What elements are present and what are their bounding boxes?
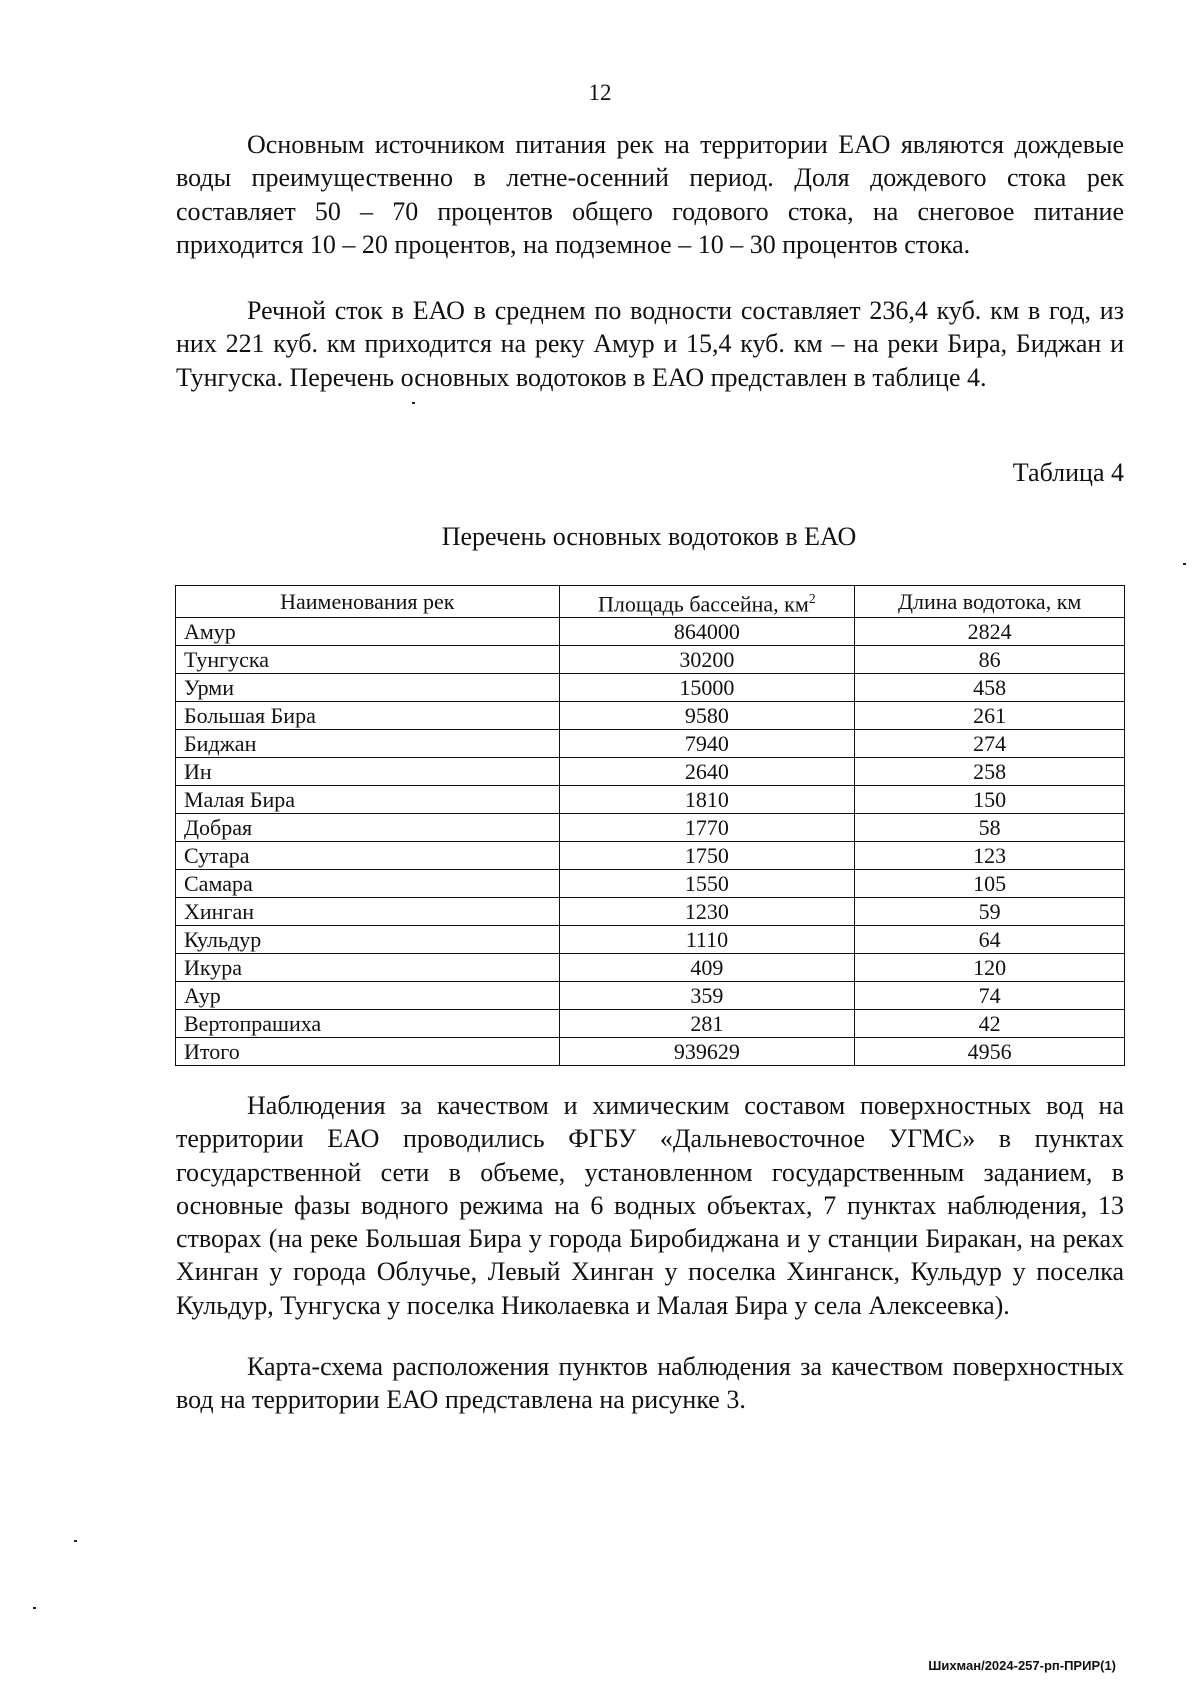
- river-name-cell: Ин: [176, 758, 560, 786]
- paragraph-water-quality-observations: Наблюдения за качеством и химическим составом поверхностных вод на территории ЕАО проводились ФГБУ «Дальневосточное УГМС» в пунктах государственной сети в объеме, установленном государственным заданием, в основные фазы водного режима на 6 водных объектах, 7 пунктах наблюдения, 13 створах (на реке Большая Бира у города Биробиджана и у станции Биракан, на реках Хинган у города Облучье, Левый Хинган у поселка Хинганск, Кульдур у поселка Кульдур, Тунгуска у поселка Николаевка и Малая Бира у села Алексеевка).: [176, 1091, 1124, 1320]
- river-name-cell: Добрая: [176, 814, 560, 842]
- stream-length-cell: 123: [855, 842, 1125, 870]
- paragraph-river-runoff: Речной сток в ЕАО в среднем по водности составляет 236,4 куб. км в год, из них 221 куб. км приходится на реку Амур и 15,4 куб. км – на реки Бира, Биджан и Тунгуска. Перечень основных водотоков в ЕАО представлен в таблице 4.: [176, 296, 1124, 392]
- river-name-cell: Большая Бира: [176, 702, 560, 730]
- table-row: [176, 842, 1125, 870]
- header-basin-area: [559, 586, 855, 618]
- basin-area-cell: 2640: [559, 758, 855, 786]
- river-name-cell: Биджан: [176, 730, 560, 758]
- table-row: [176, 618, 1125, 646]
- basin-area-cell: 409: [559, 954, 855, 982]
- table-row: [176, 982, 1125, 1010]
- scan-speck: [74, 1540, 77, 1542]
- stream-length-cell: 42: [855, 1010, 1125, 1038]
- stream-length-cell: 64: [855, 926, 1125, 954]
- basin-area-cell: 7940: [559, 730, 855, 758]
- basin-area-cell: 359: [559, 982, 855, 1010]
- stream-length-cell: 261: [855, 702, 1125, 730]
- table-row: [176, 646, 1125, 674]
- basin-area-cell: 864000: [559, 618, 855, 646]
- basin-area-cell: 1770: [559, 814, 855, 842]
- river-name-cell: Малая Бира: [176, 786, 560, 814]
- scan-speck: [412, 402, 415, 404]
- basin-area-cell: 1750: [559, 842, 855, 870]
- stream-length-cell: 258: [855, 758, 1125, 786]
- river-name-cell: Сутара: [176, 842, 560, 870]
- stream-length-cell: 74: [855, 982, 1125, 1010]
- table-row: [176, 730, 1125, 758]
- stream-length-cell: 120: [855, 954, 1125, 982]
- basin-area-cell: 30200: [559, 646, 855, 674]
- stream-length-cell: 59: [855, 898, 1125, 926]
- header-basin-area-superscript: 2: [808, 592, 816, 607]
- rivers-table: [175, 585, 1125, 1066]
- stream-length-cell: 458: [855, 674, 1125, 702]
- stream-length-cell: 105: [855, 870, 1125, 898]
- table-row: [176, 786, 1125, 814]
- basin-area-cell: 15000: [559, 674, 855, 702]
- river-name-cell: Вертопрашиха: [176, 1010, 560, 1038]
- river-name-cell: Самара: [176, 870, 560, 898]
- basin-area-cell: 9580: [559, 702, 855, 730]
- table-row: [176, 758, 1125, 786]
- scan-speck: [1183, 563, 1186, 565]
- basin-area-cell: 1810: [559, 786, 855, 814]
- table-row: [176, 954, 1125, 982]
- header-basin-area-text: Площадь бассейна, км: [598, 591, 809, 617]
- river-name-cell: Аур: [176, 982, 560, 1010]
- table-row: [176, 1010, 1125, 1038]
- stream-length-cell: 274: [855, 730, 1125, 758]
- table-row: [176, 702, 1125, 730]
- total-label-cell: Итого: [176, 1038, 560, 1066]
- river-name-cell: Хинган: [176, 898, 560, 926]
- basin-area-cell: 281: [559, 1010, 855, 1038]
- document-code: Шихман/2024-257-рп-ПРИР(1): [928, 1658, 1116, 1673]
- table-row: [176, 814, 1125, 842]
- river-name-cell: Икура: [176, 954, 560, 982]
- table-row: [176, 870, 1125, 898]
- header-stream-length: Длина водотока, км: [855, 586, 1125, 618]
- stream-length-cell: 86: [855, 646, 1125, 674]
- table-row: [176, 674, 1125, 702]
- stream-length-cell: 150: [855, 786, 1125, 814]
- river-name-cell: Тунгуска: [176, 646, 560, 674]
- basin-area-cell: 1230: [559, 898, 855, 926]
- basin-area-cell: 1110: [559, 926, 855, 954]
- basin-area-cell: 1550: [559, 870, 855, 898]
- table-header-row: [176, 586, 1125, 618]
- page-number: 12: [588, 80, 612, 105]
- paragraph-river-feeding: Основным источником питания рек на территории ЕАО являются дождевые воды преимущественно в летне-осенний период. Доля дождевого стока рек составляет 50 – 70 процентов общего годового стока, на снеговое питание приходится 10 – 20 процентов, на подземное – 10 – 30 процентов стока.: [176, 130, 1124, 259]
- total-stream-length-cell: 4956: [855, 1038, 1125, 1066]
- table-row: [176, 898, 1125, 926]
- scan-speck: [33, 1607, 36, 1609]
- river-name-cell: Урми: [176, 674, 560, 702]
- river-name-cell: Амур: [176, 618, 560, 646]
- table-label: Таблица 4: [1012, 458, 1124, 487]
- table-total-row: [176, 1038, 1125, 1066]
- header-river-name: Наименования рек: [176, 586, 560, 618]
- stream-length-cell: 58: [855, 814, 1125, 842]
- paragraph-map-reference: Карта-схема расположения пунктов наблюдения за качеством поверхностных вод на территории ЕАО представлена на рисунке 3.: [176, 1352, 1124, 1415]
- river-name-cell: Кульдур: [176, 926, 560, 954]
- table-title: Перечень основных водотоков в ЕАО: [441, 522, 857, 551]
- table-row: [176, 926, 1125, 954]
- total-basin-area-cell: 939629: [559, 1038, 855, 1066]
- stream-length-cell: 2824: [855, 618, 1125, 646]
